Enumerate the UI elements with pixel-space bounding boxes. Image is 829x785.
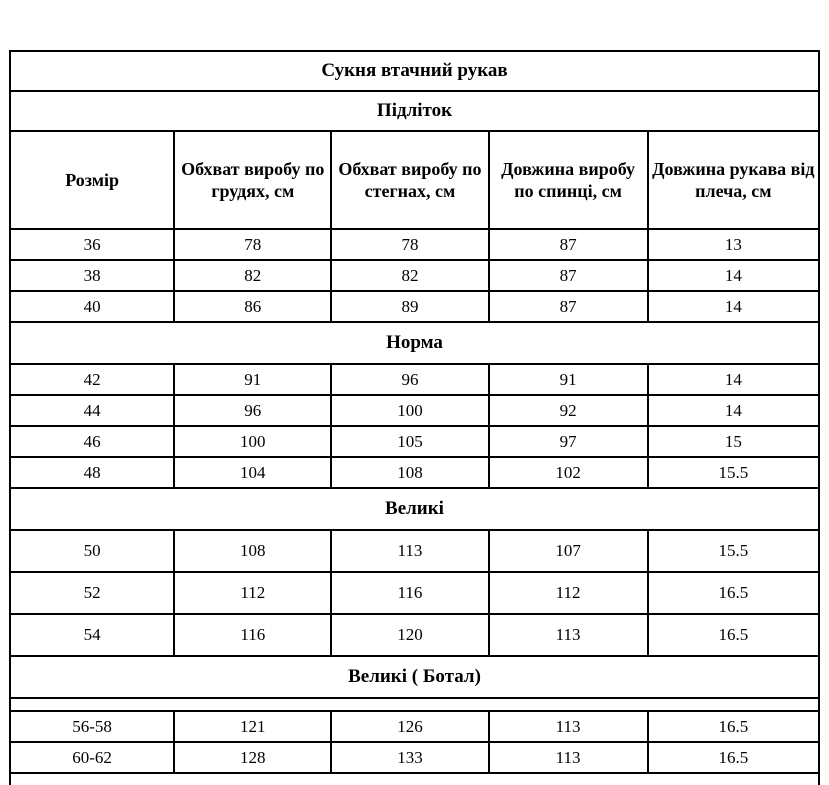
group-header-row [10, 322, 819, 364]
document-title: Сукня втачний рукав [10, 51, 819, 91]
cell-hips: 113 [331, 530, 488, 572]
cell-size: 36 [10, 229, 174, 260]
cell-back-length: 112 [489, 572, 648, 614]
cell-sleeve-length: 15 [648, 426, 819, 457]
table-row [10, 364, 819, 395]
size-chart-table [9, 50, 820, 785]
table-row [10, 395, 819, 426]
cell-size: 54 [10, 614, 174, 656]
column-header-hips: Обхват виробу по стегнах, см [331, 131, 488, 229]
table-row [10, 291, 819, 322]
cell-back-length: 113 [489, 742, 648, 773]
cell-chest: 104 [174, 457, 331, 488]
cell-sleeve-length: 14 [648, 364, 819, 395]
group-label-norma: Норма [10, 322, 819, 364]
cell-size: 60-62 [10, 742, 174, 773]
cell-hips: 105 [331, 426, 488, 457]
cell-back-length: 87 [489, 260, 648, 291]
cell-chest: 100 [174, 426, 331, 457]
column-header-size: Розмір [10, 131, 174, 229]
group-label-botal: Великі ( Ботал) [10, 656, 819, 698]
cell-sleeve-length: 14 [648, 260, 819, 291]
table-row [10, 742, 819, 773]
cell-sleeve-length: 16.5 [648, 572, 819, 614]
cell-sleeve-length: 16.5 [648, 711, 819, 742]
cell-hips: 89 [331, 291, 488, 322]
cell-back-length: 87 [489, 229, 648, 260]
cell-sleeve-length: 16.5 [648, 742, 819, 773]
cell-back-length: 113 [489, 614, 648, 656]
cell-sleeve-length: 13 [648, 229, 819, 260]
cell-chest: 128 [174, 742, 331, 773]
cell-chest: 116 [174, 614, 331, 656]
cell-hips: 96 [331, 364, 488, 395]
cell-size: 56-58 [10, 711, 174, 742]
cell-sleeve-length: 15.5 [648, 457, 819, 488]
cell-hips: 126 [331, 711, 488, 742]
table-row [10, 229, 819, 260]
table-title-row [10, 51, 819, 91]
cell-chest: 91 [174, 364, 331, 395]
table-row [10, 572, 819, 614]
cell-hips: 116 [331, 572, 488, 614]
table-row [10, 457, 819, 488]
cell-size: 40 [10, 291, 174, 322]
cell-sleeve-length: 14 [648, 395, 819, 426]
cell-sleeve-length: 14 [648, 291, 819, 322]
table-header-row [10, 131, 819, 229]
cell-size: 38 [10, 260, 174, 291]
cell-size: 42 [10, 364, 174, 395]
cell-sleeve-length: 15.5 [648, 530, 819, 572]
cell-back-length: 113 [489, 711, 648, 742]
table-row [10, 260, 819, 291]
cell-size: 50 [10, 530, 174, 572]
cell-chest: 121 [174, 711, 331, 742]
cell-hips: 108 [331, 457, 488, 488]
cell-hips: 100 [331, 395, 488, 426]
table-row [10, 711, 819, 742]
table-row [10, 426, 819, 457]
cell-size: 48 [10, 457, 174, 488]
cell-sleeve-length: 16.5 [648, 614, 819, 656]
cell-chest: 112 [174, 572, 331, 614]
cell-chest: 108 [174, 530, 331, 572]
cell-chest: 96 [174, 395, 331, 426]
cell-size: 44 [10, 395, 174, 426]
cell-hips: 120 [331, 614, 488, 656]
cell-chest: 78 [174, 229, 331, 260]
cell-chest: 82 [174, 260, 331, 291]
cell-back-length: 107 [489, 530, 648, 572]
cell-back-length: 87 [489, 291, 648, 322]
cell-chest: 86 [174, 291, 331, 322]
group-header-row [10, 656, 819, 698]
cell-size: 52 [10, 572, 174, 614]
table-row [10, 530, 819, 572]
cell-back-length: 91 [489, 364, 648, 395]
cell-back-length: 102 [489, 457, 648, 488]
cell-hips: 78 [331, 229, 488, 260]
group-label-veliki: Великі [10, 488, 819, 530]
cell-hips: 133 [331, 742, 488, 773]
column-header-chest: Обхват виробу по грудях, см [174, 131, 331, 229]
column-header-sleeve-length: Довжина рукава від плеча, см [648, 131, 819, 229]
table-subtitle-row [10, 91, 819, 131]
cell-back-length: 92 [489, 395, 648, 426]
cell-back-length: 97 [489, 426, 648, 457]
cell-size: 46 [10, 426, 174, 457]
cell-hips: 82 [331, 260, 488, 291]
section-spacer [10, 698, 819, 711]
group-header-row [10, 488, 819, 530]
spacer-cell [10, 698, 819, 711]
column-header-back-length: Довжина виробу по спинці, см [489, 131, 648, 229]
document-subtitle: Підліток [10, 91, 819, 131]
table-row [10, 614, 819, 656]
